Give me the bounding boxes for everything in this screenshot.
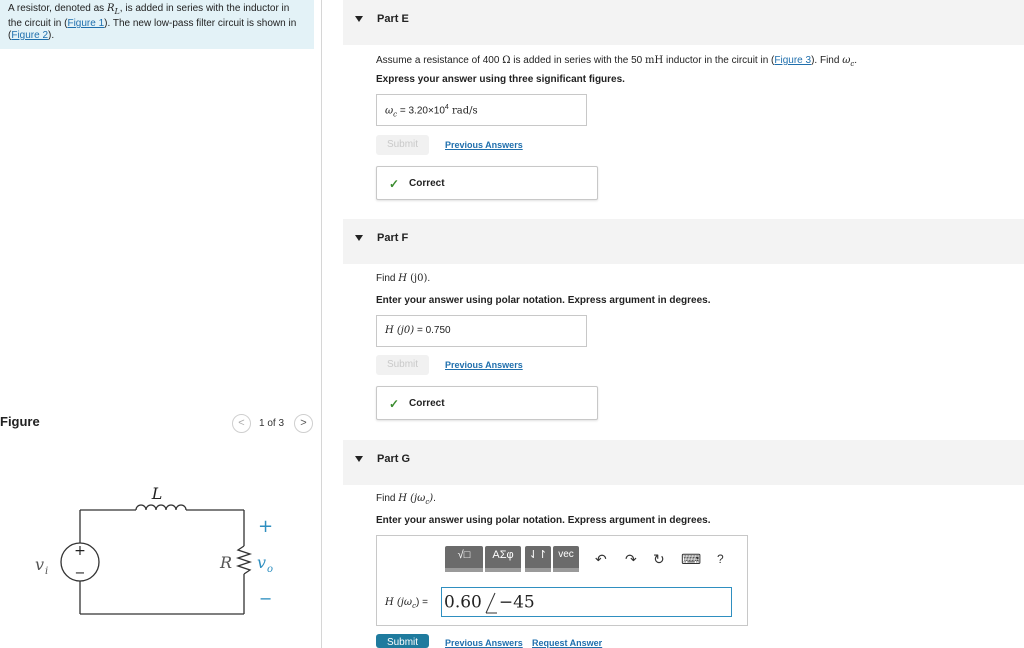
- rl-subscript: L: [114, 7, 120, 16]
- part-g-title: Part G: [377, 453, 411, 465]
- part-g-previous-answers-link[interactable]: Previous Answers: [445, 638, 523, 648]
- ohm-symbol: Ω: [502, 55, 511, 66]
- arrows-icon: ⇃↾: [528, 549, 548, 561]
- templates-icon: √□: [457, 549, 471, 561]
- math-editor: [376, 535, 748, 626]
- h-argument-close: ): [429, 493, 434, 504]
- omega-c-subscript: c: [412, 602, 416, 610]
- angle-value: −45: [498, 592, 535, 613]
- part-e-previous-answers-link[interactable]: Previous Answers: [445, 140, 523, 150]
- answer-label: H (j0): [385, 325, 415, 336]
- inductor-symbol: [136, 505, 186, 510]
- figure-1-link[interactable]: Figure 1: [67, 18, 105, 29]
- answer-label: H (jω: [385, 597, 413, 608]
- redo-icon[interactable]: ↷: [625, 551, 637, 567]
- question-text: Find: [376, 273, 399, 284]
- collapse-triangle-icon[interactable]: [355, 235, 363, 241]
- question-text: inductor in the circuit in (: [663, 55, 775, 66]
- part-f-title: Part F: [377, 232, 409, 244]
- intro-text: ). The new low-pass filter circuit is shown in: [104, 18, 297, 29]
- rl-symbol: R: [106, 3, 115, 14]
- part-e-submit-button[interactable]: Submit: [376, 135, 429, 155]
- collapse-triangle-icon[interactable]: [355, 16, 363, 22]
- figure-2-link[interactable]: Figure 2: [11, 30, 49, 41]
- question-text: .: [854, 55, 858, 66]
- vec-icon: vec: [558, 549, 574, 560]
- vo-label: v: [257, 553, 267, 572]
- undo-icon[interactable]: ↶: [595, 551, 607, 567]
- output-plus: +: [258, 516, 274, 537]
- part-f-question: [376, 273, 430, 284]
- part-e-question: [376, 55, 857, 68]
- part-g-answer-input[interactable]: [441, 587, 732, 617]
- greek-icon: ΑΣφ: [492, 549, 514, 561]
- answer-label: ω: [385, 105, 394, 117]
- circuit-diagram: [30, 476, 290, 626]
- resistor-label: R: [220, 553, 233, 572]
- part-g-request-answer-link[interactable]: Request Answer: [532, 638, 603, 648]
- figure-label: Figure: [0, 414, 40, 429]
- vo-subscript: o: [267, 564, 274, 575]
- answer-value: 3.20×10: [408, 105, 445, 117]
- checkmark-icon: ✓: [389, 177, 400, 191]
- omega-c-symbol: ω: [842, 55, 851, 66]
- arrows-button[interactable]: [525, 546, 551, 572]
- polar-angle-icon: [483, 592, 497, 614]
- part-f-instruction: Enter your answer using polar notation. Express argument in degrees.: [376, 295, 711, 306]
- part-f-feedback: [376, 386, 598, 420]
- part-e-answer-field[interactable]: [376, 94, 587, 126]
- magnitude-value: 0.60: [444, 592, 482, 613]
- checkmark-icon: ✓: [389, 397, 400, 411]
- answer-unit: rad/s: [448, 105, 478, 117]
- left-panel: [0, 0, 322, 648]
- answer-label-end: ) =: [415, 597, 428, 608]
- figure-prev-button[interactable]: <: [232, 414, 251, 433]
- part-e-title: Part E: [377, 13, 409, 25]
- question-text: .: [433, 493, 436, 504]
- help-icon[interactable]: ?: [717, 552, 724, 566]
- question-text: Find: [376, 493, 399, 504]
- part-f-submit-button[interactable]: Submit: [376, 355, 429, 375]
- omega-c-subscript: c: [850, 60, 855, 68]
- figure-next-button[interactable]: >: [294, 414, 313, 433]
- answer-exponent: 4: [444, 104, 449, 111]
- equals-sign: =: [397, 105, 409, 117]
- part-f-header[interactable]: [343, 219, 1024, 264]
- question-text: Assume a resistance of 400: [376, 55, 503, 66]
- question-text: .: [427, 273, 431, 284]
- h-symbol: H: [398, 493, 407, 504]
- problem-intro: [0, 0, 314, 49]
- figure-count: 1 of 3: [259, 418, 285, 429]
- source-plus: +: [74, 543, 86, 559]
- answer-value: 0.750: [425, 325, 451, 336]
- intro-text: ).: [48, 30, 55, 41]
- equals-sign: =: [414, 325, 426, 336]
- greek-symbols-button[interactable]: [485, 546, 521, 572]
- figure-header: [0, 412, 314, 436]
- vector-button[interactable]: [553, 546, 579, 572]
- reset-icon[interactable]: ↻: [653, 551, 665, 567]
- vi-subscript: i: [45, 566, 49, 577]
- part-g-question: [376, 493, 436, 506]
- figure-3-link[interactable]: Figure 3: [774, 55, 812, 66]
- collapse-triangle-icon[interactable]: [355, 456, 363, 462]
- mh-unit: mH: [645, 55, 664, 66]
- part-f-answer-field[interactable]: [376, 315, 587, 347]
- h-argument: (jω: [406, 493, 426, 504]
- keyboard-icon[interactable]: ⌨: [681, 551, 702, 567]
- output-minus: −: [259, 589, 273, 608]
- intro-text: A resistor, denoted as: [8, 3, 107, 14]
- intro-text: , is added in series with the inductor in: [119, 3, 290, 14]
- vi-label: v: [35, 555, 45, 574]
- answer-label-subscript: c: [393, 110, 398, 119]
- part-e-instruction: Express your answer using three significant figures.: [376, 74, 625, 85]
- intro-text: the circuit in (: [8, 18, 68, 29]
- source-minus: −: [74, 566, 86, 581]
- question-text: is added in series with the 50: [510, 55, 646, 66]
- correct-label: Correct: [409, 178, 445, 189]
- part-e-header[interactable]: [343, 0, 1024, 45]
- templates-button[interactable]: [445, 546, 483, 572]
- resistor-symbol: [238, 546, 250, 574]
- part-g-submit-button[interactable]: Submit: [376, 634, 429, 648]
- part-g-instruction: Enter your answer using polar notation. Express argument in degrees.: [376, 515, 711, 526]
- part-g-answer-label: [385, 597, 428, 610]
- h-symbol: H: [398, 273, 407, 284]
- omega-c-subscript: c: [425, 498, 430, 506]
- intro-text: (: [8, 30, 12, 41]
- part-e-feedback: [376, 166, 598, 200]
- inductor-label: L: [151, 484, 163, 503]
- part-g-header[interactable]: [343, 440, 1024, 485]
- question-text: ). Find: [811, 55, 843, 66]
- correct-label: Correct: [409, 398, 445, 409]
- part-f-previous-answers-link[interactable]: Previous Answers: [445, 360, 523, 370]
- h-argument: (j0): [406, 273, 428, 284]
